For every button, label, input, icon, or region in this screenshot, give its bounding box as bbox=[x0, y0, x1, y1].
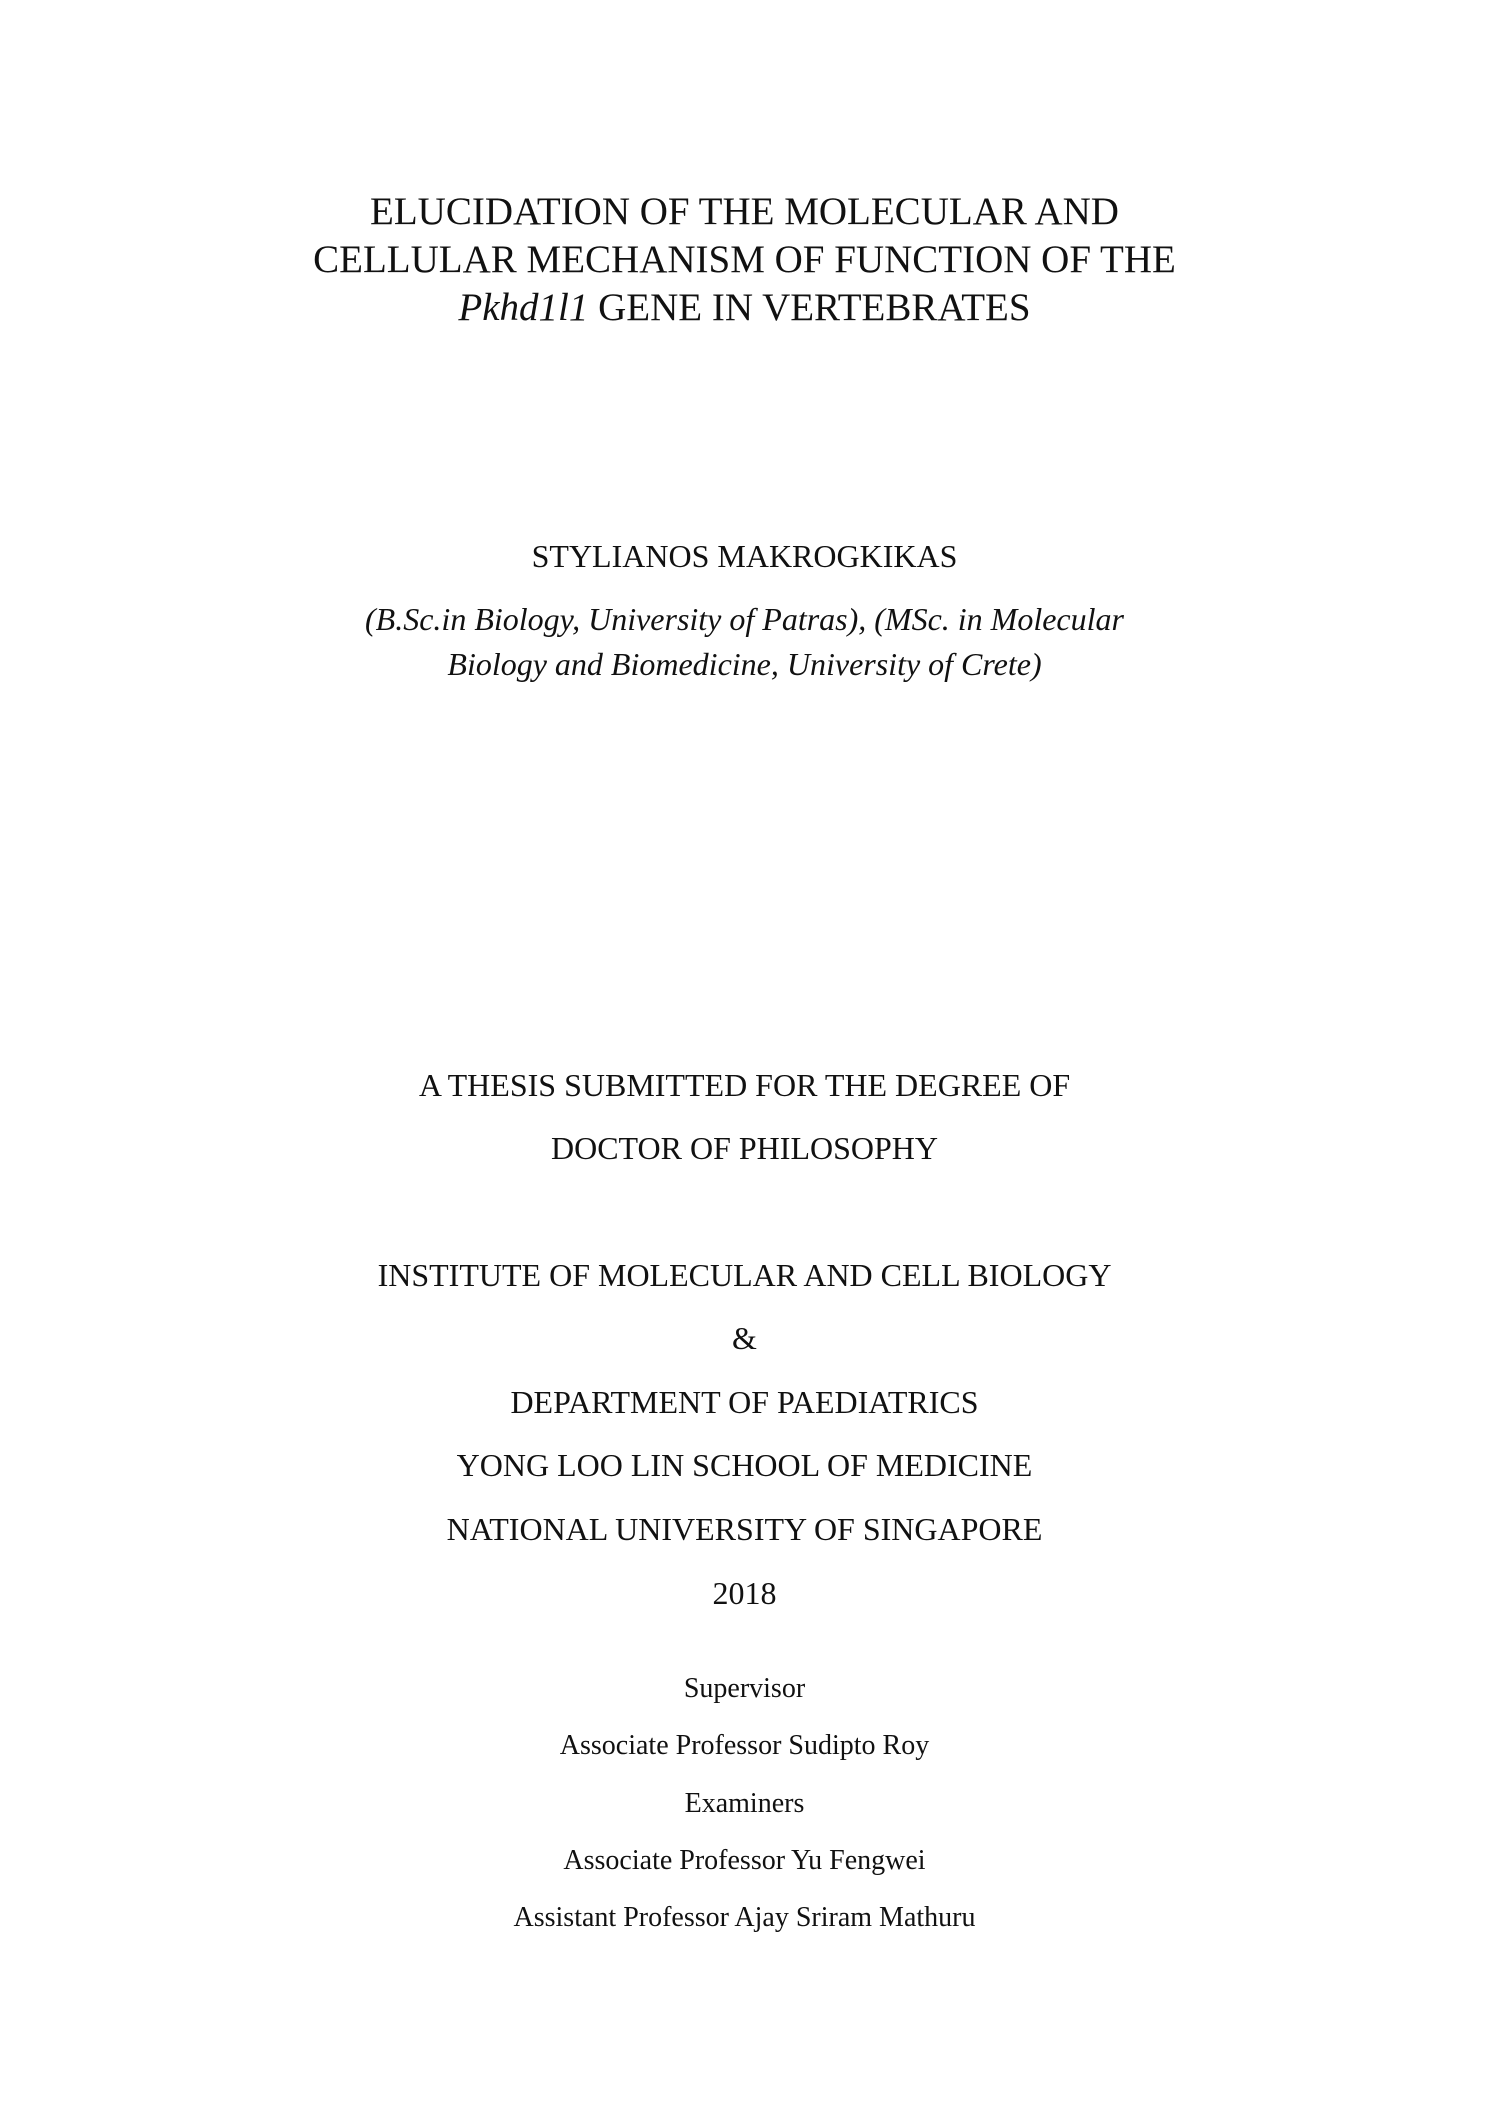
submission-line-2: DOCTOR OF PHILOSOPHY bbox=[550, 1130, 939, 1166]
examiner-2: Assistant Professor Ajay Sriram Mathuru bbox=[513, 1902, 976, 1933]
school-name: YONG LOO LIN SCHOOL OF MEDICINE bbox=[456, 1447, 1033, 1483]
examiners-heading: Examiners bbox=[684, 1788, 805, 1819]
author-name: STYLIANOS MAKROGKIKAS bbox=[531, 538, 958, 574]
title-line-3-rest: GENE IN VERTEBRATES bbox=[588, 286, 1031, 329]
gene-name: Pkhd1l1 bbox=[458, 286, 589, 329]
university-name: NATIONAL UNIVERSITY OF SINGAPORE bbox=[446, 1511, 1043, 1547]
supervisor-name: Associate Professor Sudipto Roy bbox=[559, 1730, 930, 1761]
submission-line-1: A THESIS SUBMITTED FOR THE DEGREE OF bbox=[418, 1067, 1071, 1103]
examiner-1: Associate Professor Yu Fengwei bbox=[563, 1845, 926, 1876]
author-credentials-line-1: (B.Sc.in Biology, University of Patras), (MSc. in Molecular bbox=[365, 601, 1124, 637]
title-line-3 bbox=[0, 284, 1489, 331]
title-line-2: CELLULAR MECHANISM OF FUNCTION OF THE bbox=[313, 238, 1176, 281]
thesis-year: 2018 bbox=[712, 1575, 777, 1611]
title-line-1: ELUCIDATION OF THE MOLECULAR AND bbox=[370, 190, 1119, 233]
institute-name: INSTITUTE OF MOLECULAR AND CELL BIOLOGY bbox=[377, 1257, 1112, 1293]
ampersand: & bbox=[732, 1320, 757, 1356]
supervisor-heading: Supervisor bbox=[683, 1673, 806, 1704]
department-name: DEPARTMENT OF PAEDIATRICS bbox=[510, 1384, 979, 1420]
author-credentials-line-2: Biology and Biomedicine, University of Crete) bbox=[447, 646, 1042, 682]
